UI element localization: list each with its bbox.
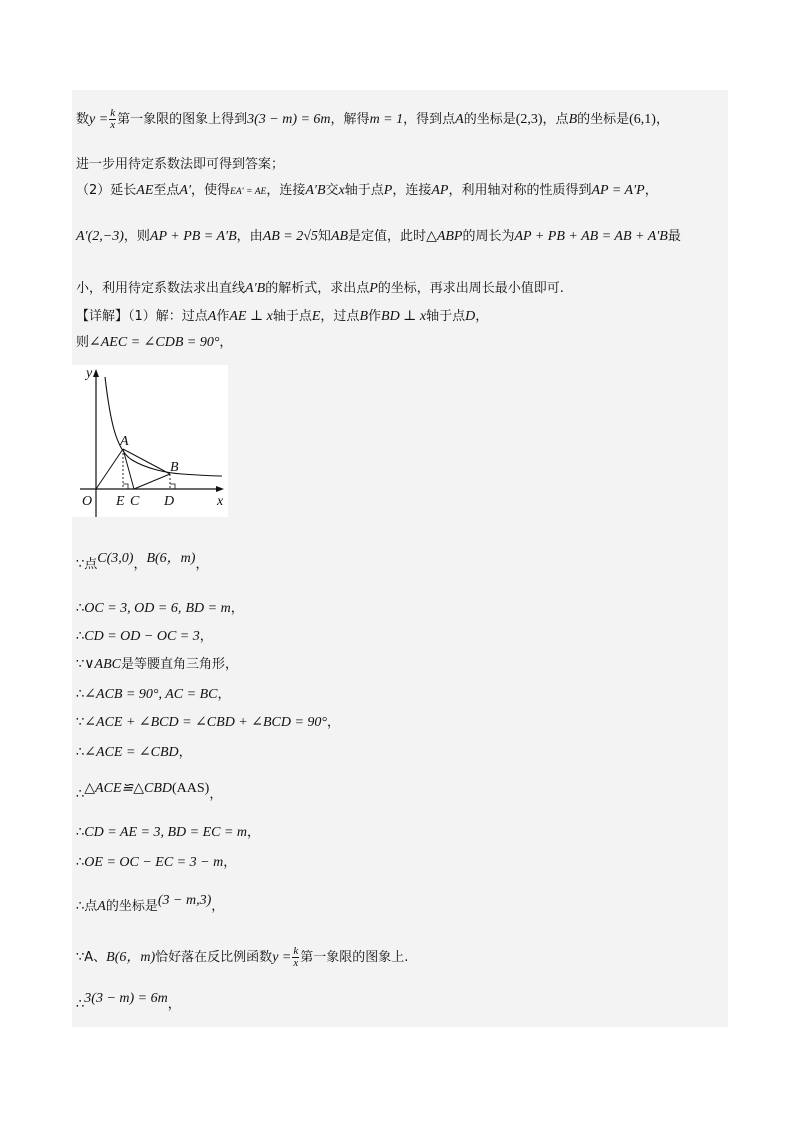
y-axis-arrow [93, 369, 99, 377]
line-18: ∴点A的坐标是(3 − m,3)， [76, 893, 225, 914]
line-14: ∴∠ACE = ∠CBD， [76, 745, 192, 760]
line-8: ∵点C(3,0)，B(6，m)， [76, 551, 209, 572]
line-17: ∴OE = OC − EC = 3 − m， [76, 855, 237, 870]
line-4: A′(2,−3)，则AP + PB = A′B，由AB = 2√5知AB是定值，此时△ABP的周长为AP + PB + AB = AB + A′B最 [76, 229, 681, 244]
line-16: ∴CD = AE = 3, BD = EC = m， [76, 825, 261, 840]
segment-OA [96, 449, 123, 489]
segment-AC [123, 449, 134, 489]
line-9: ∴OC = 3, OD = 6, BD = m， [76, 601, 244, 616]
segment-CB [134, 474, 170, 489]
label-y: y [86, 366, 93, 381]
label-x: x [217, 494, 224, 509]
line-15: ∴△ACE≌△CBD(AAS)， [76, 781, 223, 802]
line-13: ∵∠ACE + ∠BCD = ∠CBD + ∠BCD = 90°， [76, 715, 341, 730]
line-20: ∴3(3 − m) = 6m， [76, 991, 181, 1012]
line-12: ∴∠ACB = 90°, AC = BC， [76, 687, 231, 702]
label-B: B [170, 460, 179, 475]
label-O: O [82, 494, 93, 509]
geometry-figure [72, 365, 228, 517]
line-11: ∵∨ABC是等腰直角三角形， [76, 657, 238, 672]
x-axis-arrow [216, 486, 224, 492]
line-5: 小，利用待定系数法求出直线A′B的解析式，求出点P的坐标，再求出周长最小值即可. [76, 281, 564, 296]
line-10: ∴CD = OD − OC = 3， [76, 629, 213, 644]
line-6: 【详解】（1）解：过点A作AE ⊥ x轴于点E，过点B作BD ⊥ x轴于点D， [76, 309, 489, 324]
line-7: 则∠AEC = ∠CDB = 90°， [76, 335, 233, 350]
line-1: 数y = $\frac{k}{x}$ 第一象限的图象上得到3(3 − m) = 6m，解得m = 1，得到点A的坐标是(2,3)，点B的坐标是(6,1)， [76, 107, 669, 131]
label-A: A [120, 434, 129, 449]
label-C: C [130, 494, 140, 509]
line-19: ∵A、B(6，m)恰好落在反比例函数y = $\frac{k}{x}$ 第一象限的图象上. [76, 945, 409, 969]
fraction-k-over-x: $\frac{k}{x}$ [110, 107, 116, 131]
label-D: D [164, 494, 175, 509]
fraction-k-over-x-2: $\frac{k}{x}$ [293, 945, 299, 969]
line-3: （2）延长AE至点A′，使得EA′ = AE，连接A′B交x轴于点P，连接AP，利用轴对称的性质得到AP = A′P， [76, 183, 658, 198]
right-angle-E [123, 484, 128, 489]
right-angle-D [170, 484, 175, 489]
line-2: 进一步用待定系数法即可得到答案； [76, 157, 285, 172]
segment-AB [123, 449, 170, 474]
label-E: E [116, 494, 125, 509]
